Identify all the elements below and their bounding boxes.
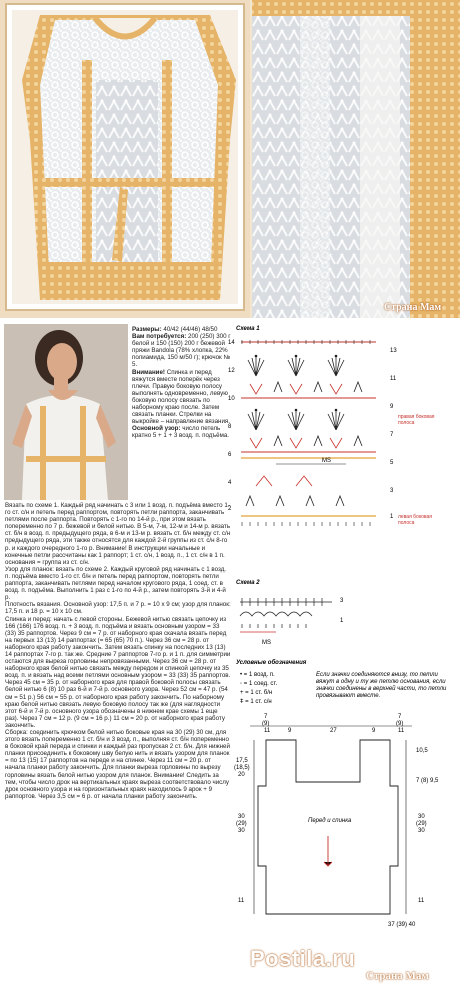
left-30: 30 — [238, 814, 245, 820]
schema1-row-1: 1 — [390, 514, 394, 520]
left-11: 11 — [238, 898, 245, 904]
front-back-label: Перед и спинка — [308, 818, 352, 824]
schema1-chart — [236, 336, 386, 536]
double-crochet-icon: ǂ — [240, 699, 246, 705]
right-30: 30 — [418, 814, 425, 820]
top-9d: (9) — [396, 721, 404, 727]
header-block — [132, 326, 232, 440]
top-9b: 9 — [288, 728, 292, 734]
instruction-paragraph: Сборка: соединить крючком белой нитью боковые края на 30 (29) 30 см, для этого вязать попеременно 1 ст. б/н и 3 возд. п., выполняя ст. б/н попеременно в боковой край переда и спинки и каждый раз пропуская 2 ст. б/н. Для нижней планки присоединить к боковому шву белую нить и вязать узором для планок = по 13 (15) 17 раппортов на переде и на спинке. Через 11 см = 20 р. от начала планки работу закончить. Для планки выреза горловины по вырезу горловины вязать белой нитью узором для планок. Внимание! Следить за тем, чтобы число дрок на вертикальных краях выреза соответствовало числу дрок основного узора и на горизонтальных краях находилось 9 арок + 9 раппортов. Через 3,5 см = 6 р. от начала планки работу закончить. — [5, 729, 230, 800]
instruction-paragraph: Вязать по схеме 1. Каждый ряд начинать с 3 или 1 возд. п. подъёма вместо 1-го ст. с/н и петель перед раппортом, повторять петли раппорта, заканчивать петлями после раппорта. Повторять с 1-го по 14-й р., при этом вязать попеременно по 7 р. бежевой и белой нитью. В 5-м, 7-м, 12-м и 14-м р. вязать ст. б/н в возд. п. предыдущего ряда, в 6-м и 13-м р. вязать ст. б/н между ст. с/н предыдущего ряда, эти также относятся для каждой 2-й группы из ст. с/н 8-го р. и каждого очередного 1-го р. Внимание! В инструкции начальные и конечные петли рассчитаны как 1 раппорт; 1 ст. с/н, 1 возд. п., 1 ст. с/н в 1 п. основания = группа из ст. с/н. — [5, 502, 231, 566]
magazine-page — [0, 318, 460, 986]
slip-stitch-icon: ◦ — [240, 681, 244, 687]
top-27: 27 — [330, 728, 337, 734]
single-crochet-icon: + — [240, 690, 246, 696]
schema1-row-8: 8 — [228, 424, 232, 430]
left-18-5: (18,5) — [234, 765, 250, 771]
right-band-label: правая боковая полоса — [398, 414, 435, 426]
left-30b: 30 — [238, 828, 245, 834]
left-17-5: 17,5 — [236, 758, 248, 764]
watermark-top: Страна Мам — [384, 302, 442, 313]
right-11: 11 — [418, 898, 425, 904]
materials-value: 200 (250) 300 г белой и 150 (150) 200 г бежевой пряжи Bandola (78% хлопка, 22% полиамида, 150 м/50 г); крючок № 5. — [132, 333, 231, 369]
materials-label: Вам потребуется: — [132, 333, 187, 341]
top-7: 7 — [264, 714, 268, 720]
legend-title: Условные обозначения — [236, 660, 307, 666]
schema2-ms: MS — [262, 640, 271, 646]
instructions-body — [5, 502, 231, 800]
attention-value: Спинка и перед вяжутся вместе поперёк через плечи. Правую боковую полосу выполнять одновременно, левую боковую полосу связать по наборному краю после. Затем связать планки. Стрелки на выкройке – направление вязания. — [132, 368, 230, 426]
schema2-row-3: 3 — [340, 598, 344, 604]
right-10-5: 10,5 — [416, 748, 428, 754]
schema1-row-6: 6 — [228, 452, 232, 458]
schema1-row-13: 13 — [390, 348, 397, 354]
schema1-row-4: 4 — [228, 480, 232, 486]
schema2-chart — [236, 594, 336, 640]
schema1-title: Схема 1 — [236, 326, 260, 332]
watermark-postila: Postila.ru — [250, 946, 356, 971]
right-29: (29) — [416, 821, 427, 827]
schema1-row-5: 5 — [390, 460, 394, 466]
schema1-row-12: 12 — [228, 368, 235, 374]
schema1-row-9: 9 — [390, 404, 394, 410]
schema1-row-2: 2 — [228, 506, 232, 512]
sizes-label: Размеры: — [132, 326, 162, 333]
legend-sc: + = 1 ст. б/н — [240, 690, 273, 696]
instruction-paragraph: Узор для планок: вязать по схеме 2. Каждый круговой ряд начинать с 1 возд. п. подъёма вместо 1-го ст. б/н и петель перед раппортом, повторять петли раппорта, заканчивать петлями перед началом кругового ряда, 1 соед. ст. в возд. п. подъёма. Выполнить 1 раз с 1-го по 4-й р., затем повторять 3-й и 4-й р. — [5, 565, 227, 602]
schema1-row-14: 14 — [228, 340, 235, 346]
sizes-value: 40/42 (44/46) 48/50 — [163, 326, 218, 333]
top-7b: 7 — [398, 714, 402, 720]
main-pattern-value: число петель кратно 5 + 1 + 3 возд. п. подъёма. — [132, 425, 229, 440]
garment-photo-illustration — [0, 0, 460, 318]
instruction-paragraph: Плотность вязания. Основной узор: 17,5 п. и 7 р. = 10 х 9 см; узор для планок: 17,5 п. и 18 р. = 10 х 10 см. — [5, 601, 231, 616]
schema2-title: Схема 2 — [236, 580, 260, 586]
right-30b: 30 — [418, 828, 425, 834]
top-9c: 9 — [372, 728, 376, 734]
legend-note: Если значки соединяются внизу, то петли вяжут в одну и ту же петлю основания, если значки соединены в верхней части, то петли провязывают вместе. — [316, 672, 447, 699]
watermark-bottom: Страна Мам — [366, 970, 429, 982]
legend-chain: • = 1 возд. п. — [240, 672, 275, 678]
top-11b: 11 — [398, 728, 405, 734]
chain-stitch-icon: • — [240, 672, 244, 678]
left-20: 20 — [238, 772, 245, 778]
legend-slip: ◦ = 1 соед. ст. — [240, 681, 278, 687]
schema1-row-11: 11 — [390, 376, 397, 382]
bottom-width: 37 (39) 40 — [388, 922, 416, 928]
instruction-paragraph: Спинка и перед: начать с левой стороны. Бежевой нитью связать цепочку из 166 (166) 176 возд. п. + 3 возд. п. подъёма и вязать основным узором = 33 (33) 35 раппортов. Через 9 см = 7 р. от наборного края скачала вязать перед на первых 13 (13) 14 раппортах (= 65 (65) 70 п.). Через 36 см = 28 р. от наборного края работу закончить. Затем вязать спинку на последних 13 (13) 14 раппортах 7-го р. так же. Средние 7 раппортов 7-го р. и 1 п. для симметрии остаются для выреза горловины непровязанными. Через 36 см = 28 р. от наборного края белой нитью связать между передом и спинкой цепочку из 35 возд. п. и вязать над всеми петлями основным узором = 33 (33) 35 раппортов. Через 45 см = 35 р. от наборного края для правой боковой полосы связать белой нитью 6 (8) 10 раз 6-й и 7-й р. основного узора. Через 52 см = 47 р. (54 см = 51 р.) 56 см = 55 р. от наборного края работу закончить. По наборному краю белой нитью связать левую боковую полосу так же (для наглядности этот 6-й и 7-й р. основного узора обозначены в нижнем крае схемы 1 еще раз). Через 7 см = 12 р. (9 см = 16 р.) 11 см = 20 р. от наборного края работу закончить. — [5, 615, 231, 729]
left-band-label: левая боковая полоса — [398, 514, 432, 526]
main-pattern-label: Основной узор: — [132, 425, 181, 433]
attention-label: Внимание! — [132, 368, 165, 376]
top-photo-collage — [0, 0, 460, 318]
schema1-ms: MS — [322, 458, 331, 464]
left-29: (29) — [236, 821, 247, 827]
legend-dc: ǂ = 1 ст. с/н — [240, 699, 272, 705]
model-photo — [4, 324, 128, 500]
top-11: 11 — [264, 728, 271, 734]
right-7-8-9-5: 7 (8) 9,5 — [416, 778, 439, 784]
schema1-row-10: 10 — [228, 396, 235, 402]
top-9: (9) — [262, 721, 270, 727]
schema2-row-1: 1 — [340, 618, 344, 624]
schema1-row-3: 3 — [390, 488, 394, 494]
schema1-row-7: 7 — [390, 432, 394, 438]
